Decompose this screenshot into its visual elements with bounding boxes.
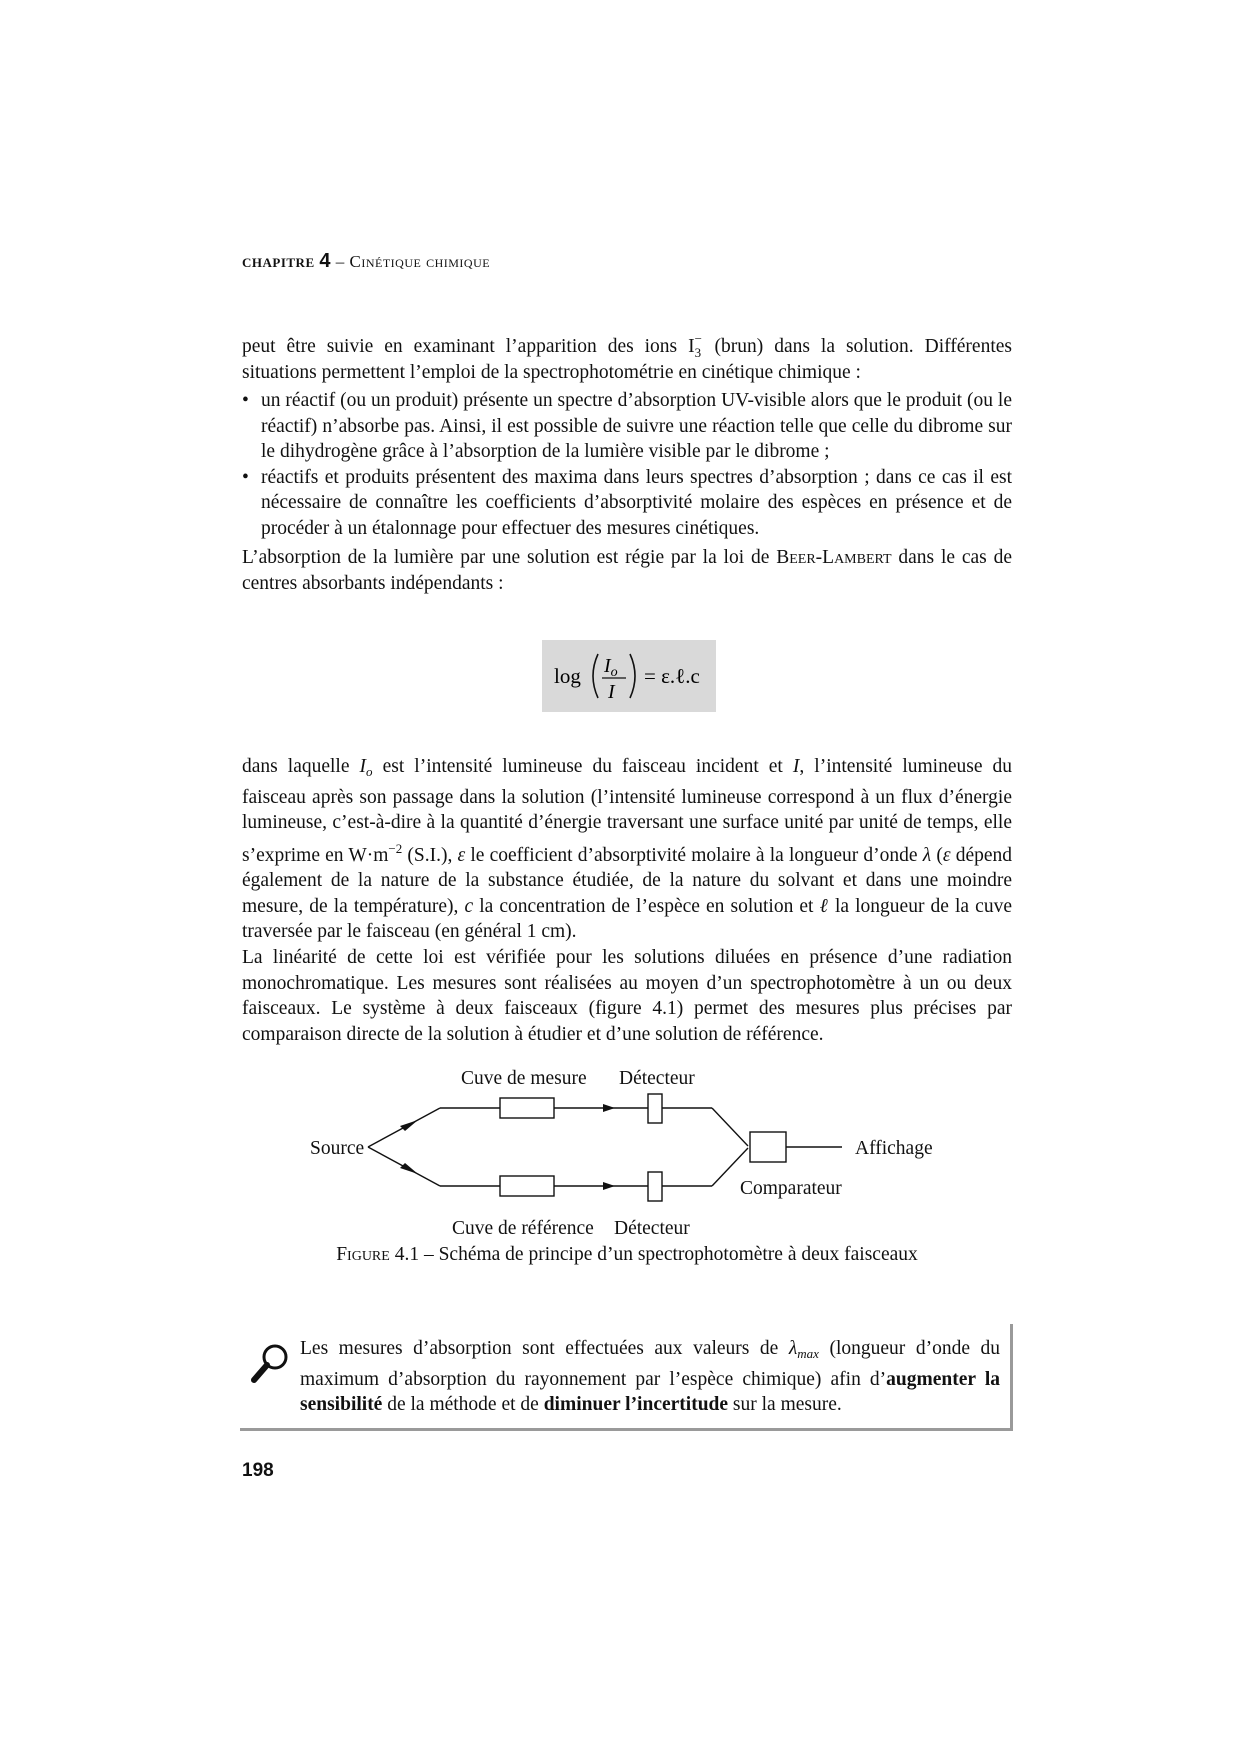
chapter-title: Cinétique chimique xyxy=(349,252,491,271)
arrow-lower-diagonal xyxy=(400,1163,418,1174)
eq-denominator: I xyxy=(608,681,615,703)
eq-rhs: = ε.ℓ.c xyxy=(644,664,700,688)
figure-caption: Figure 4.1 – Schéma de principe d’un spectrophotomètre à deux faisceaux xyxy=(336,1244,918,1265)
note-text: Les mesures d’absorption sont effectuées aux valeurs de $\lambda_{max}$ (longueur d’onde du maximum d’absorption du rayonnement par l’espèce chimique) afin d’augmenter la sensibilité de la méthode et de diminuer l’incertitude sur la mesure. xyxy=(300,1338,1000,1415)
label-source: Source xyxy=(310,1138,365,1159)
arrow-upper xyxy=(603,1104,615,1112)
comparateur-rect xyxy=(750,1132,786,1162)
linearity-paragraph: La linéarité de cette loi est vérifiée pour les solutions diluées en présence d’une radiation monochromatique. Les mesures sont réalisées au moyen d’un spectrophotomètre à un ou deux faisceaux. Le système à deux faisceaux (figure 4.1) permet des mesures plus précises par comparaison directe de la solution à étudier et d’une solution de référence. xyxy=(242,947,1012,1045)
cuve-reference-rect xyxy=(500,1176,554,1196)
label-cuve-reference: Cuve de référence xyxy=(452,1218,594,1239)
label-detecteur-top: Détecteur xyxy=(619,1068,695,1089)
label-comparateur: Comparateur xyxy=(740,1178,842,1199)
cuve-mesure-rect xyxy=(500,1098,554,1118)
eq-log: log xyxy=(554,664,581,688)
eq-numerator: $I_o$ xyxy=(604,655,618,680)
arrow-lower xyxy=(603,1182,615,1190)
label-cuve-mesure: Cuve de mesure xyxy=(461,1068,587,1089)
header-separator: – xyxy=(335,252,345,271)
arrow-upper-diagonal xyxy=(400,1120,418,1131)
beer-lambert-paragraph: L’absorption de la lumière par une solution est régie par la loi de Beer-Lambert dans le cas de centres absorbants indépendants : xyxy=(242,547,1013,594)
label-detecteur-bottom: Détecteur xyxy=(614,1218,690,1239)
detecteur-bottom-rect xyxy=(648,1172,662,1201)
magnifier-icon xyxy=(248,1342,292,1386)
bullet-item: • réactifs et produits présentent des maxima dans leurs spectres d’absorption ; dans ce cas il est nécessaire de connaître les coefficients d’absorptivité molaire des espèces en présence et de procéder à un étalonnage pour effectuer des mesures cinétiques. xyxy=(242,465,1012,542)
beam-upper-merge xyxy=(712,1108,748,1146)
definitions-paragraph: dans laquelle $I_o$ est l’intensité lumineuse du faisceau incident et I, l’intensité lumineuse du faisceau après son passage dans la solution (l’intensité lumineuse correspond à un flux d’énergie lumineuse, c’est-à-dire à la quantité d’énergie traversant une surface unité par unité de temps, elle s’exprime en $W\cdot m^{-2}$ (S.I.), ε le coefficient d’absorptivité molaire à la longueur d’onde λ (ε dépend également de la nature de la substance étudiée, de la nature du solvant et dans une moindre mesure, de la température), c la concentration de l’espèce en solution et ℓ la longueur de la cuve traversée par le faisceau (en général 1 cm). xyxy=(242,756,1013,942)
chapter-number: 4 xyxy=(319,250,331,272)
label-affichage: Affichage xyxy=(855,1138,933,1159)
page-number: 198 xyxy=(242,1460,274,1481)
note-box xyxy=(240,1324,1013,1431)
chapter-word: CHAPITRE xyxy=(242,255,315,270)
bullet-item: • un réactif (ou un produit) présente un spectre d’absorption UV-visible alors que le produit (ou le réactif) n’absorbe pas. Ainsi, il est possible de suivre une réaction telle que celle du dibrome sur le dihydrogène grâce à l’absorption de la lumière visible par le dibrome ; xyxy=(242,388,1012,465)
intro-paragraph: peut être suivie en examinant l’apparition des ions I − 3 (brun) dans la solution. Différentes situations permettent l’emploi de la spectrophotométrie en cinétique chimique : xyxy=(242,331,1012,383)
detecteur-top-rect xyxy=(648,1094,662,1123)
